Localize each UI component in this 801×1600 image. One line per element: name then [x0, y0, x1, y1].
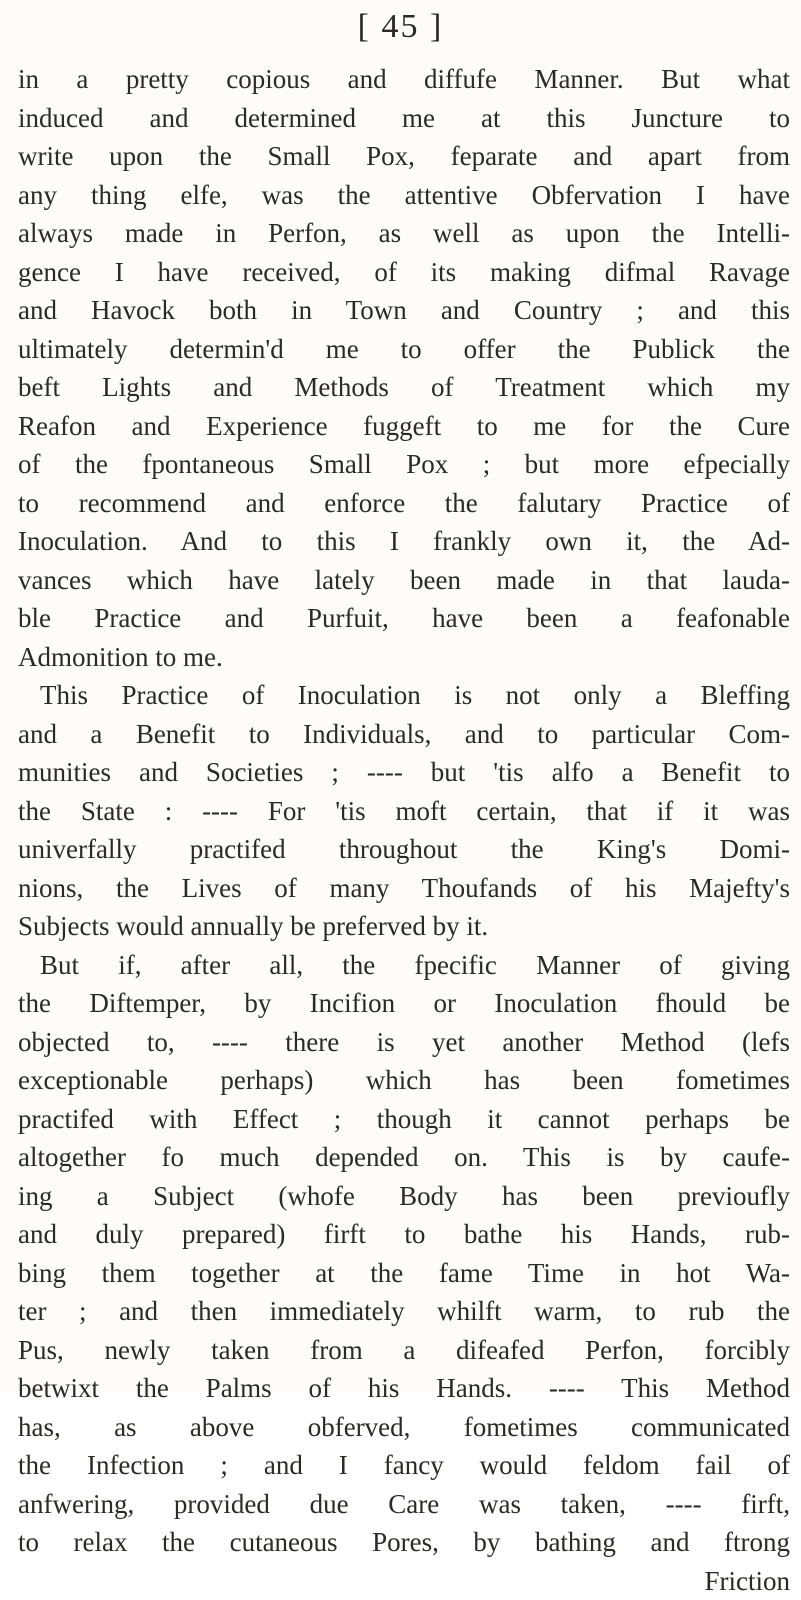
text-line: ing a Subject (whofe Body has been previoufly — [18, 1177, 790, 1216]
text-line: the Diftemper, by Incifion or Inoculation fhould be — [18, 984, 790, 1023]
text-line: ter ; and then immediately whilft warm, to rub the — [18, 1292, 790, 1331]
text-line: Reafon and Experience fuggeft to me for the Cure — [18, 407, 790, 446]
text-line: the Infection ; and I fancy would feldom fail of — [18, 1446, 790, 1485]
text-line: induced and determined me at this Juncture to — [18, 99, 790, 138]
text-line: ble Practice and Purfuit, have been a feafonable — [18, 599, 790, 638]
text-line: Inoculation. And to this I frankly own it, the Ad- — [18, 522, 790, 561]
text-line: exceptionable perhaps) which has been fometimes — [18, 1061, 790, 1100]
text-line: Subjects would annually be preferved by it. — [18, 907, 790, 946]
text-line: But if, after all, the fpecific Manner of giving — [18, 946, 790, 985]
text-line: of the fpontaneous Small Pox ; but more efpecially — [18, 445, 790, 484]
text-line: in a pretty copious and diffufe Manner. But what — [18, 60, 790, 99]
text-line: bing them together at the fame Time in hot Wa- — [18, 1254, 790, 1293]
text-line: to recommend and enforce the falutary Practice of — [18, 484, 790, 523]
text-line: has, as above obferved, fometimes communicated — [18, 1408, 790, 1447]
text-line: and Havock both in Town and Country ; and this — [18, 291, 790, 330]
text-line: Admonition to me. — [18, 638, 790, 677]
text-line: objected to, ---- there is yet another Method (lefs — [18, 1023, 790, 1062]
page-number: [ 45 ] — [0, 8, 801, 46]
text-line: and duly prepared) firft to bathe his Hands, rub- — [18, 1215, 790, 1254]
text-line: This Practice of Inoculation is not only a Bleffing — [18, 676, 790, 715]
text-line: ultimately determin'd me to offer the Publick the — [18, 330, 790, 369]
text-line: munities and Societies ; ---- but 'tis alfo a Benefit to — [18, 753, 790, 792]
text-line: altogether fo much depended on. This is by caufe- — [18, 1138, 790, 1177]
catchword: Friction — [18, 1562, 790, 1600]
text-line: and a Benefit to Individuals, and to particular Com- — [18, 715, 790, 754]
text-line: anfwering, provided due Care was taken, ---- firft, — [18, 1485, 790, 1524]
text-line: the State : ---- For 'tis moft certain, that if it was — [18, 792, 790, 831]
text-line: vances which have lately been made in that lauda- — [18, 561, 790, 600]
text-line: practifed with Effect ; though it cannot perhaps be — [18, 1100, 790, 1139]
text-line: betwixt the Palms of his Hands. ---- This Method — [18, 1369, 790, 1408]
text-line: always made in Perfon, as well as upon the Intelli- — [18, 214, 790, 253]
text-line: any thing elfe, was the attentive Obfervation I have — [18, 176, 790, 215]
text-line: beft Lights and Methods of Treatment which my — [18, 368, 790, 407]
body-text — [18, 60, 790, 1600]
text-line: nions, the Lives of many Thoufands of his Majefty's — [18, 869, 790, 908]
text-line: to relax the cutaneous Pores, by bathing and ftrong — [18, 1523, 790, 1562]
text-line: write upon the Small Pox, feparate and apart from — [18, 137, 790, 176]
text-line: gence I have received, of its making difmal Ravage — [18, 253, 790, 292]
text-line: Pus, newly taken from a difeafed Perfon, forcibly — [18, 1331, 790, 1370]
text-line: univerfally practifed throughout the King's Domi- — [18, 830, 790, 869]
